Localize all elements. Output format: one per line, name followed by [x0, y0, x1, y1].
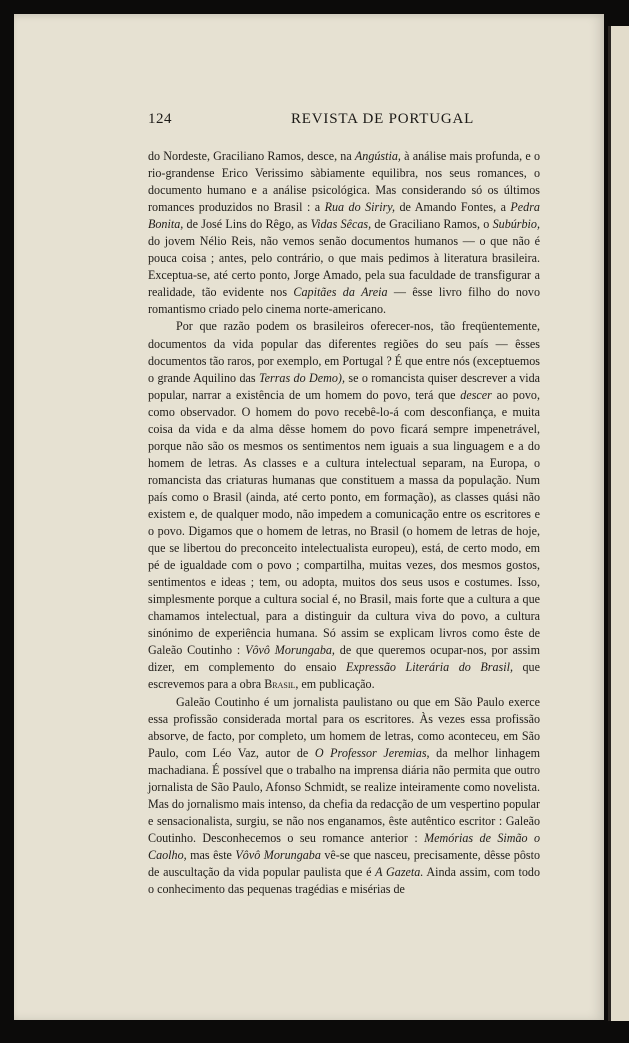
text-run: ao povo, como observador. O homem do povo recebê-lo-á com desconfiança, e muita coisa da vida e da alma dêsse homem do povo ficará sempre impenetrável, porque não são os mesmos os sentimentos nem iguais a sua linguagem e a do homem de letras. As classes e a cultura intelectual separam, na Europa, o romancista das criaturas humanas que constituem a massa da população. Num país como o Brasil (ainda, até certo ponto, em formação), as classes quási não existem e, de qualquer modo, não impedem a comunicação entre os escritores e o povo. Digamos que o homem de letras, no Brasil (o homem de letras de hoje, que se libertou do preconceito intelectualista europeu), está, de certo modo, em pé de igualdade com o povo ; compartilha, muitas vezes, dos mesmos gostos, sentimentos e ideas ; tem, ou adopta, muitos dos seus usos e costumes. Isso, simplesmente porque a cultura social é, no Brasil, mais forte que a cultura a que chamamos intelectual, para a distinguir da cultura viva do povo, a cultura sinónimo de experiência humana. Só assim se explicam livros como êste de Galeão Coutinho :: [148, 387, 540, 658]
text-run: de José Lins do Rêgo, as: [183, 217, 311, 232]
italic-title: O Professor Jeremias,: [314, 745, 430, 760]
facing-page-edge: [608, 26, 629, 1021]
text-run: vê-se que nasceu, precisamente, dêsse pôsto de auscultação da vida popular paulista que é: [148, 847, 541, 879]
text-run: Galeão Coutinho é um jornalista paulistano ou que em São Paulo exerce essa profissão considerada mortal para os escritores. Às vezes essa profissão absorve, de facto, por completo, um homem de letras, como aconteceu, em São Paulo, com Léo Vaz, autor de: [148, 694, 540, 760]
text-run: de Amando Fontes, a: [395, 200, 511, 215]
text-run: Por que razão podem os brasileiros oferecer-nos, tão freqüentemente, documentos da vida popular das diferentes regiões do seu país — êsses documentos tão raros, por exemplo, em Portugal ? É que entre nós (exceptuemos o grande Aquilino das: [148, 319, 540, 385]
text-run: , em publicação.: [295, 677, 375, 692]
paragraph: [148, 694, 540, 899]
text-run: que escrevemos para a obra: [148, 660, 540, 692]
italic-title: Pedra Bonita,: [148, 200, 540, 232]
italic-title: Capitães da Areia: [293, 285, 388, 300]
italic-title: Expressão Literária do Brasil,: [346, 660, 513, 675]
text-run: mas êste: [186, 847, 236, 862]
text-run: de Graciliano Ramos, o: [371, 217, 493, 232]
text-run: — êsse livro filho do novo romantismo criado pelo cinema norte-americano.: [148, 285, 541, 317]
italic-title: Memórias de Simão o Caolho,: [148, 830, 540, 862]
text-run: à análise mais profunda, e o rio-grandense Erico Verissimo sàbiamente equilibra, nos seus romances, o documento humano e a análise psicológica. Mas considerando só os últimos romances produzidos no Brasil : a: [148, 149, 540, 215]
small-caps-title: Brasil: [264, 677, 296, 692]
italic-title: Angústia,: [354, 149, 401, 163]
italic-title: Terras do Demo),: [259, 370, 345, 385]
text-run: se o romancista quiser descrever a vida popular, narrar a existência de um homem do povo, terá que: [148, 370, 540, 402]
page-header: [148, 111, 540, 133]
italic-title: A Gazeta.: [375, 864, 424, 879]
italic-title: descer: [460, 387, 492, 402]
text-run: do Nordeste, Graciliano Ramos, desce, na: [148, 149, 355, 163]
paragraph: [148, 148, 540, 318]
italic-title: Vidas Sêcas,: [310, 217, 372, 232]
paragraph: [148, 318, 540, 693]
article-body: [148, 148, 540, 898]
text-run: Ainda assim, com todo o conhecimento das pequenas tragédias e misérias de: [148, 864, 540, 897]
text-run: do jovem Nélio Reis, não vemos senão documentos humanos — o que não é pouca coisa ; antes, pelo contrário, o que mais pedimos à literatura brasileira. Exceptua-se, até certo ponto, Jorge Amado, pela sua faculdade de transfigurar a realidade, tão evidente nos: [148, 234, 540, 300]
italic-title: Vôvô Morungaba,: [245, 643, 335, 658]
italic-title: Rua do Siriry,: [324, 200, 396, 215]
italic-title: Vôvô Morungaba: [235, 847, 321, 862]
text-run: da melhor linhagem machadiana. É possível que o trabalho na imprensa diária não permita que outro jornalista de São Paulo, Afonso Schmidt, se realize inteiramente como novelista. Mas do jornalismo mais intenso, da chefia da redacção de um vespertino popular e sensacionalista, surgiu, se não nos enganamos, êste autêntico escritor : Galeão Coutinho. Desconhecemos o seu romance anterior :: [148, 745, 540, 845]
page-number: 124: [148, 111, 172, 127]
text-run: de que queremos ocupar-nos, por assim dizer, em complemento do ensaio: [148, 643, 540, 675]
italic-title: Subúrbio,: [492, 217, 540, 232]
running-head: REVISTA DE PORTUGAL: [291, 111, 475, 127]
